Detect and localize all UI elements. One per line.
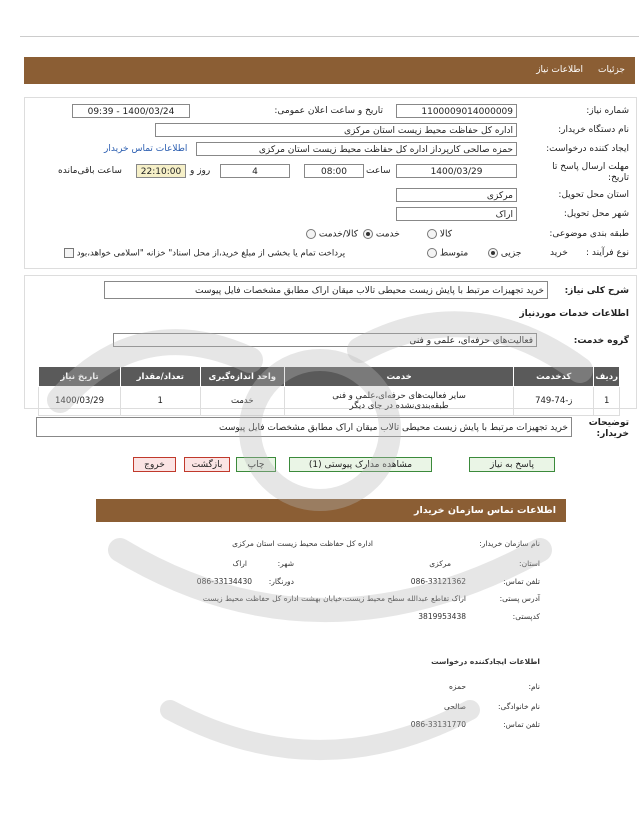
creator-info-title: اطلاعات ایجادکننده درخواست (431, 657, 540, 666)
days-label: روز و (190, 166, 211, 176)
buyer-contact-link[interactable]: اطلاعات تماس خریدار (104, 144, 188, 154)
contact-phone-value: 086-33121362 (410, 577, 466, 586)
contact-org-label: نام سازمان خریدار: (479, 539, 540, 548)
province-field: مرکزی (396, 188, 517, 202)
process-medium-label: متوسط (439, 248, 469, 259)
contact-fax-value: 086-33134430 (196, 577, 252, 586)
deadline-time-label: ساعت (366, 166, 391, 176)
creator-name-label: نام: (528, 682, 540, 691)
contact-province-label: استان: (519, 559, 540, 568)
treasury-payment-option[interactable] (64, 248, 345, 259)
top-divider (20, 36, 639, 37)
row-need-date: 1400/03/29 (39, 387, 121, 416)
deadline-time-field: 08:00 (304, 164, 364, 178)
process-buy-label: خرید (550, 248, 568, 258)
days-remaining-field: 4 (220, 164, 290, 178)
row-number: 1 (594, 387, 620, 416)
announce-field: 1400/03/24 - 09:39 (72, 104, 190, 118)
deadline-label: مهلت ارسال پاسخ تا تاریخ: (552, 162, 629, 183)
exit-button[interactable]: خروج (133, 457, 176, 472)
category-label: طبقه بندی موضوعی: (549, 229, 629, 239)
need-number-label: شماره نیاز: (586, 106, 629, 116)
category-service-label: خدمت (375, 229, 400, 240)
col-service-code: کدخدمت (514, 367, 594, 387)
contact-section-header (96, 499, 566, 522)
creator-family-value: صالحی (443, 702, 466, 711)
category-goods-service-label: کالا/خدمت (318, 229, 359, 240)
print-button[interactable]: چاپ (236, 457, 276, 472)
city-field: اراک (396, 207, 517, 221)
category-option-service[interactable] (363, 229, 400, 240)
top-tab-bar (24, 57, 635, 84)
back-button[interactable]: بازگشت (184, 457, 230, 472)
buyer-org-field: اداره کل حفاظت محیط زیست استان مرکزی (155, 123, 517, 137)
buyer-org-label: نام دستگاه خریدار: (558, 125, 629, 135)
process-option-partial[interactable] (488, 248, 521, 259)
category-option-goods[interactable] (427, 229, 452, 240)
remaining-label: ساعت باقی‌مانده (58, 166, 122, 176)
col-row: ردیف (594, 367, 620, 387)
contact-phone-label: تلفن تماس: (503, 577, 540, 586)
remaining-time-field: 22:10:00 (136, 164, 186, 178)
service-group-field: فعالیت‌های حرفه‌ای، علمی و فنی (113, 333, 537, 347)
process-label: نوع فرآیند : (586, 248, 629, 258)
summary-label: شرح کلی نیاز: (564, 286, 629, 296)
contact-fax-label: دورنگار: (268, 577, 294, 586)
contact-city-label: شهر: (277, 559, 294, 568)
row-quantity: 1 (121, 387, 201, 416)
treasury-payment-checkbox[interactable] (64, 248, 74, 258)
deadline-date-field: 1400/03/29 (396, 164, 517, 178)
category-goods-label: کالا (439, 229, 453, 240)
creator-family-label: نام خانوادگی: (497, 702, 540, 711)
contact-postal-value: 3819953438 (418, 612, 466, 621)
col-unit: واحد اندازه‌گیری (200, 367, 285, 387)
contact-province-value: مرکزی (429, 559, 451, 568)
process-option-medium[interactable] (427, 248, 468, 259)
contact-org-value: اداره کل حفاظت محیط زیست استان مرکزی (232, 539, 373, 548)
row-service: سایر فعالیت‌های حرفه‌ای،علمی و فنی طبقه‌بندی‌نشده در جای دیگر (285, 387, 514, 416)
service-group-label: گروه خدمت: (573, 336, 629, 346)
summary-field: خرید تجهیزات مرتبط با پایش زیست محیطی تالاب میقان اراک مطابق مشخصات فایل پیوست (104, 281, 548, 299)
col-service: خدمت (285, 367, 514, 387)
col-quantity: تعداد/مقدار (121, 367, 201, 387)
creator-field: حمزه صالحی کارپرداز اداره کل حفاظت محیط زیست استان مرکزی (196, 142, 517, 156)
contact-postal-label: کدپستی: (512, 612, 540, 621)
row-unit: خدمت (200, 387, 285, 416)
contact-city-value: اراک (232, 559, 247, 568)
province-label: استان محل تحویل: (558, 190, 629, 200)
table-row (39, 387, 620, 416)
tab-need-info[interactable]: اطلاعات نیاز (536, 65, 583, 75)
contact-address-value: اراک تقاطع عبدالله سطح محیط زیست،خیابان بهشت اداره کل حفاظت محیط زیست (202, 594, 466, 603)
process-medium-radio[interactable] (427, 248, 437, 258)
reply-button[interactable]: پاسخ به نیاز (469, 457, 555, 472)
creator-label: ایجاد کننده درخواست: (546, 144, 629, 154)
creator-phone-label: تلفن تماس: (503, 720, 540, 729)
contact-address-label: آدرس پستی: (499, 594, 540, 603)
category-service-radio[interactable] (363, 229, 373, 239)
category-goods-radio[interactable] (427, 229, 437, 239)
creator-phone-value: 086-33131770 (410, 720, 466, 729)
items-table-header (39, 367, 620, 387)
treasury-payment-text: پرداخت تمام یا بخشی از مبلغ خرید،از محل اسناد" خزانه "اسلامی خواهد،بود (76, 248, 346, 259)
category-goods-service-radio[interactable] (306, 229, 316, 239)
row-service-code: ز-74-749 (514, 387, 594, 416)
creator-name-value: حمزه (448, 682, 466, 691)
items-table (38, 366, 620, 416)
process-partial-label: جزیی (500, 248, 522, 259)
buyer-notes-label: توضیحات خریدار: (588, 418, 629, 439)
col-need-date: تاریخ نیاز (39, 367, 121, 387)
contact-section-title: اطلاعات تماس سازمان خریدار (413, 505, 556, 516)
services-title: اطلاعات خدمات موردنیاز (519, 309, 629, 319)
city-label: شهر محل تحویل: (563, 209, 629, 219)
need-number-field: 1100009014000009 (396, 104, 517, 118)
tab-details[interactable]: جزئیات (598, 65, 625, 75)
announce-label: تاریخ و ساعت اعلان عمومی: (274, 106, 383, 116)
process-partial-radio[interactable] (488, 248, 498, 258)
category-option-goods-service[interactable] (306, 229, 358, 240)
buyer-notes-field: خرید تجهیزات مرتبط با پایش زیست محیطی تالاب میقان اراک مطابق مشخصات فایل پیوست (36, 417, 572, 437)
attachments-button[interactable]: مشاهده مدارک پیوستی (1) (289, 457, 432, 472)
